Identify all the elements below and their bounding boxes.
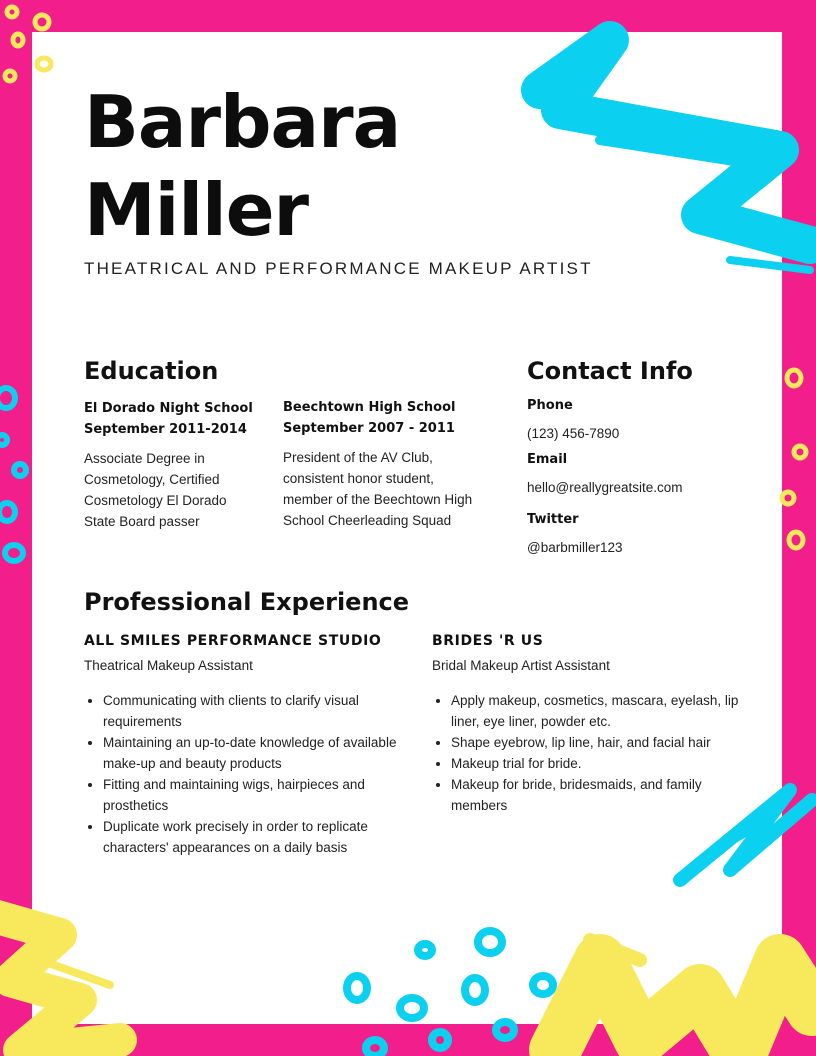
phone-label: Phone xyxy=(527,398,573,413)
job-2-duties xyxy=(432,690,751,816)
duty-item: • Apply makeup, cosmetics, mascara, eyelash, lip liner, eye liner, powder etc. xyxy=(451,690,751,732)
duty-item: • Shape eyebrow, lip line, hair, and facial hair xyxy=(451,732,751,753)
job-1-duties xyxy=(84,690,403,858)
school-2-desc-line: consistent honor student, xyxy=(283,471,434,486)
school-1-desc-line: Associate Degree in xyxy=(84,451,205,466)
school-1-desc-line: State Board passer xyxy=(84,514,200,529)
twitter-label: Twitter xyxy=(527,512,579,527)
last-name: Miller xyxy=(84,168,309,252)
job-1-company: ALL SMILES PERFORMANCE STUDIO xyxy=(84,633,382,649)
email-link[interactable]: hello@reallygreatsite.com xyxy=(527,480,683,495)
school-2-desc-line: member of the Beechtown High xyxy=(283,492,473,507)
school-1-desc-line: Cosmetology, Certified xyxy=(84,472,220,487)
job-title: THEATRICAL AND PERFORMANCE MAKEUP ARTIST xyxy=(84,259,593,278)
duty-item: • Fitting and maintaining wigs, hairpieces and prosthetics xyxy=(103,774,403,816)
contact-heading: Contact Info xyxy=(527,357,693,385)
job-2-role: Bridal Makeup Artist Assistant xyxy=(432,658,610,673)
job-2-company: BRIDES 'R US xyxy=(432,633,544,649)
phone-value: (123) 456-7890 xyxy=(527,426,620,441)
school-1-dates: September 2011-2014 xyxy=(84,422,247,437)
email-label: Email xyxy=(527,452,568,467)
school-2-name: Beechtown High School xyxy=(283,400,456,415)
first-name: Barbara xyxy=(84,80,401,164)
duty-item: • Maintaining an up-to-date knowledge of available make-up and beauty products xyxy=(103,732,403,774)
school-2-description xyxy=(283,447,472,531)
duty-item: • Makeup for bride, bridesmaids, and family members xyxy=(451,774,751,816)
school-1-desc-line: Cosmetology El Dorado xyxy=(84,493,227,508)
job-1-role: Theatrical Makeup Assistant xyxy=(84,658,253,673)
duty-item: • Duplicate work precisely in order to replicate characters' appearances on a daily basis xyxy=(103,816,403,858)
school-1-header xyxy=(84,398,253,440)
school-2-header xyxy=(283,397,456,439)
experience-heading: Professional Experience xyxy=(84,588,410,616)
school-2-dates: September 2007 - 2011 xyxy=(283,421,455,436)
candidate-name xyxy=(84,78,400,254)
school-2-desc-line: President of the AV Club, xyxy=(283,450,433,465)
twitter-handle[interactable]: @barbmiller123 xyxy=(527,540,623,555)
duty-item: • Makeup trial for bride. xyxy=(451,753,751,774)
school-1-name: El Dorado Night School xyxy=(84,401,253,416)
school-2-desc-line: School Cheerleading Squad xyxy=(283,513,452,528)
school-1-description xyxy=(84,448,227,532)
duty-item: • Communicating with clients to clarify visual requirements xyxy=(103,690,403,732)
education-heading: Education xyxy=(84,357,219,385)
